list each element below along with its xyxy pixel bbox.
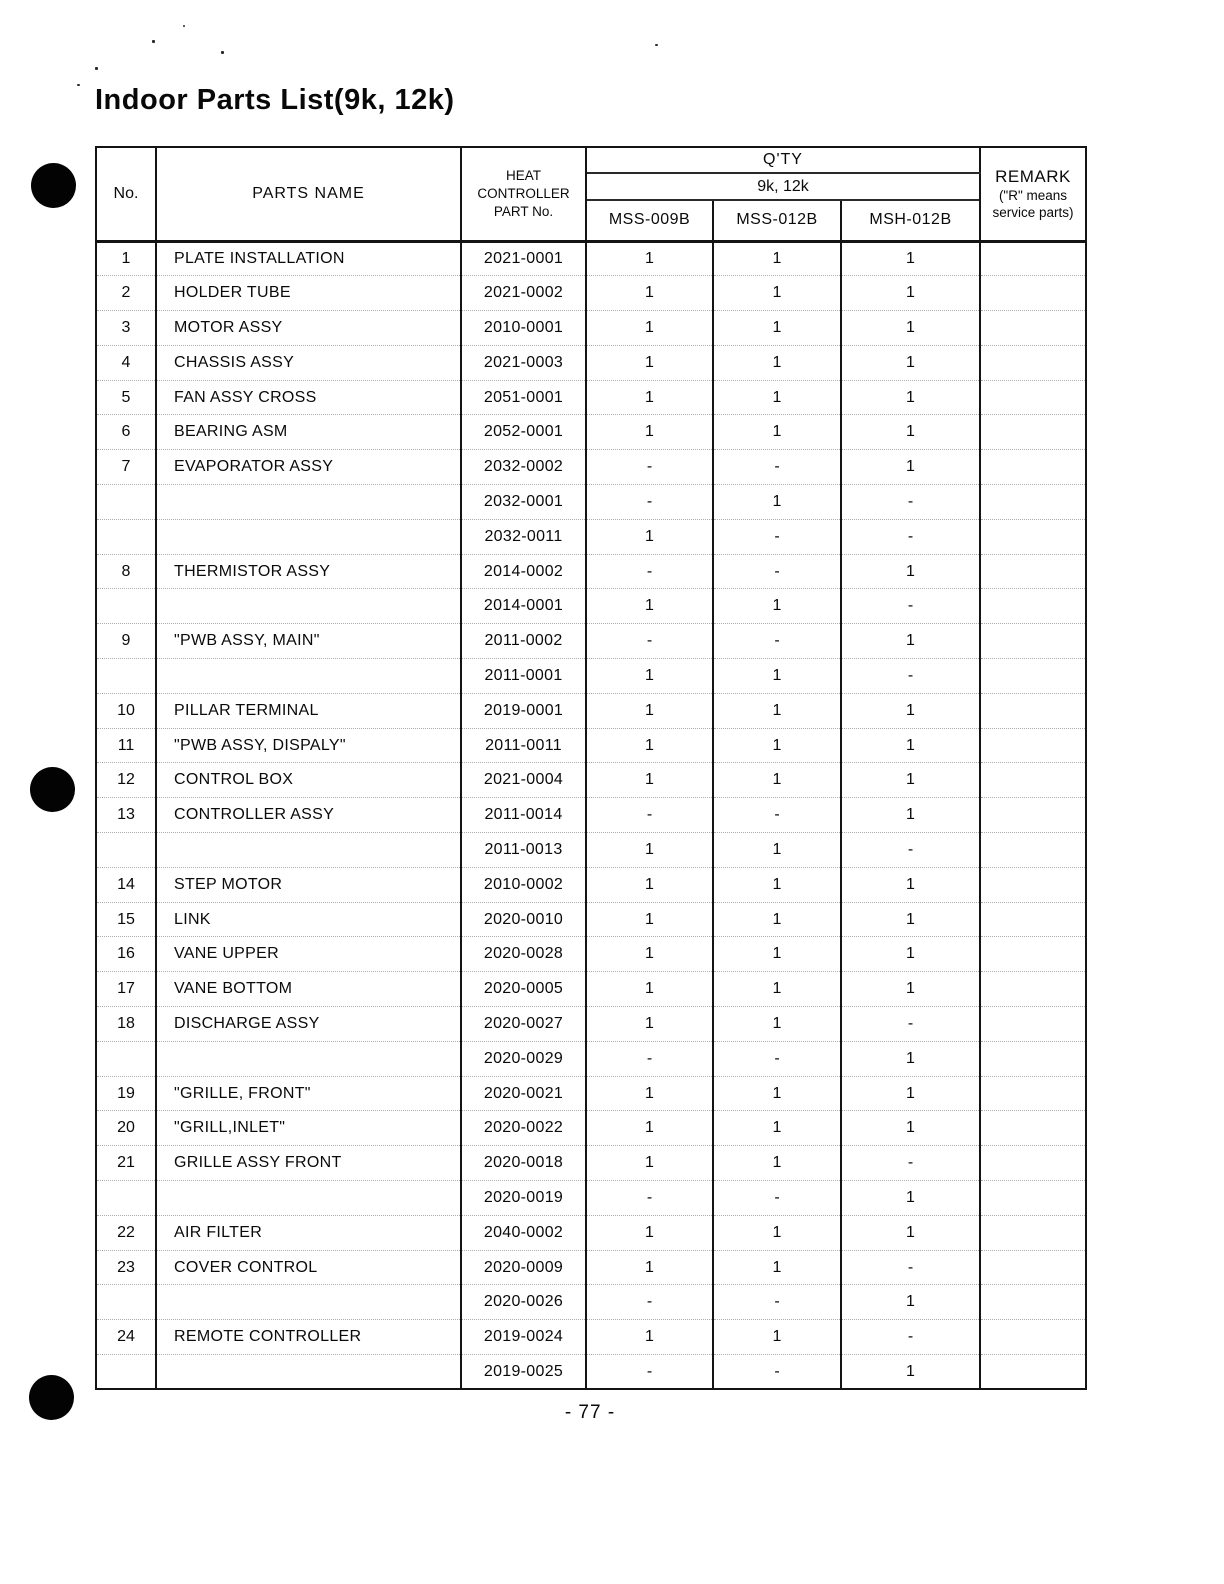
table-row xyxy=(96,276,1086,311)
table-row xyxy=(96,1007,1086,1042)
table-row xyxy=(96,1215,1086,1250)
row-qty-mss012b: 1 xyxy=(713,693,841,728)
row-part-no: 2020-0019 xyxy=(461,1181,586,1216)
row-parts-name: REMOTE CONTROLLER xyxy=(156,1320,461,1355)
row-remark xyxy=(980,1355,1086,1390)
row-part-no: 2011-0001 xyxy=(461,659,586,694)
row-qty-mss009b: 1 xyxy=(586,693,713,728)
row-no: 6 xyxy=(96,415,156,450)
row-part-no: 2014-0001 xyxy=(461,589,586,624)
row-qty-msh012b: 1 xyxy=(841,450,980,485)
col-header-mss009b: MSS-009B xyxy=(586,200,713,241)
row-no: 7 xyxy=(96,450,156,485)
row-qty-msh012b: 1 xyxy=(841,902,980,937)
remark-header-line3: service parts) xyxy=(992,204,1074,220)
row-qty-msh012b: 1 xyxy=(841,276,980,311)
table-row xyxy=(96,554,1086,589)
row-qty-msh012b: - xyxy=(841,659,980,694)
row-part-no: 2011-0013 xyxy=(461,833,586,868)
row-qty-mss012b: 1 xyxy=(713,345,841,380)
row-part-no: 2020-0005 xyxy=(461,972,586,1007)
table-row xyxy=(96,1146,1086,1181)
row-qty-msh012b: 1 xyxy=(841,380,980,415)
row-remark xyxy=(980,415,1086,450)
row-qty-msh012b: 1 xyxy=(841,1076,980,1111)
row-no: 12 xyxy=(96,763,156,798)
row-no: 3 xyxy=(96,311,156,346)
row-remark xyxy=(980,519,1086,554)
row-qty-mss012b: 1 xyxy=(713,380,841,415)
row-remark xyxy=(980,1215,1086,1250)
row-parts-name: "PWB ASSY, MAIN" xyxy=(156,624,461,659)
col-header-qty: Q'TY xyxy=(586,147,980,173)
row-remark xyxy=(980,798,1086,833)
row-no: 13 xyxy=(96,798,156,833)
row-qty-msh012b: 1 xyxy=(841,728,980,763)
row-qty-mss012b: 1 xyxy=(713,659,841,694)
row-qty-mss009b: 1 xyxy=(586,1076,713,1111)
table-row xyxy=(96,902,1086,937)
row-parts-name xyxy=(156,519,461,554)
table-row xyxy=(96,693,1086,728)
row-no: 8 xyxy=(96,554,156,589)
row-part-no: 2014-0002 xyxy=(461,554,586,589)
row-no: 24 xyxy=(96,1320,156,1355)
row-remark xyxy=(980,763,1086,798)
row-qty-mss009b: 1 xyxy=(586,1250,713,1285)
row-parts-name: EVAPORATOR ASSY xyxy=(156,450,461,485)
row-remark xyxy=(980,1250,1086,1285)
row-part-no: 2051-0001 xyxy=(461,380,586,415)
row-part-no: 2021-0001 xyxy=(461,241,586,276)
row-qty-mss009b: 1 xyxy=(586,763,713,798)
scan-speck xyxy=(183,25,185,27)
row-part-no: 2020-0009 xyxy=(461,1250,586,1285)
table-row xyxy=(96,241,1086,276)
row-qty-mss009b: 1 xyxy=(586,380,713,415)
row-remark xyxy=(980,659,1086,694)
row-qty-mss012b: - xyxy=(713,1355,841,1390)
row-part-no: 2021-0002 xyxy=(461,276,586,311)
table-row xyxy=(96,1181,1086,1216)
scan-speck xyxy=(95,67,98,70)
row-no: 2 xyxy=(96,276,156,311)
row-qty-msh012b: 1 xyxy=(841,1041,980,1076)
scan-speck xyxy=(77,84,80,86)
parts-table xyxy=(95,146,1087,1390)
table-row xyxy=(96,624,1086,659)
row-remark xyxy=(980,276,1086,311)
col-header-mss012b: MSS-012B xyxy=(713,200,841,241)
row-no: 10 xyxy=(96,693,156,728)
row-qty-msh012b: 1 xyxy=(841,311,980,346)
table-row xyxy=(96,833,1086,868)
row-qty-mss009b: - xyxy=(586,1355,713,1390)
row-no: 23 xyxy=(96,1250,156,1285)
row-part-no: 2011-0002 xyxy=(461,624,586,659)
row-part-no: 2021-0004 xyxy=(461,763,586,798)
row-qty-msh012b: 1 xyxy=(841,972,980,1007)
col-header-part-no: HEAT CONTROLLER PART No. xyxy=(461,147,586,241)
row-qty-mss012b: - xyxy=(713,519,841,554)
table-row xyxy=(96,1355,1086,1390)
row-qty-msh012b: 1 xyxy=(841,1285,980,1320)
row-part-no: 2019-0024 xyxy=(461,1320,586,1355)
punch-hole-middle xyxy=(30,767,75,812)
row-remark xyxy=(980,728,1086,763)
table-row xyxy=(96,1250,1086,1285)
row-qty-msh012b: 1 xyxy=(841,1215,980,1250)
page-title: Indoor Parts List(9k, 12k) xyxy=(95,84,455,116)
row-qty-mss012b: 1 xyxy=(713,485,841,520)
row-part-no: 2040-0002 xyxy=(461,1215,586,1250)
table-header xyxy=(96,147,1086,241)
row-no xyxy=(96,1285,156,1320)
table-row xyxy=(96,450,1086,485)
row-remark xyxy=(980,1076,1086,1111)
row-qty-msh012b: - xyxy=(841,485,980,520)
table-row xyxy=(96,1076,1086,1111)
row-remark xyxy=(980,450,1086,485)
table-row xyxy=(96,345,1086,380)
row-qty-mss012b: 1 xyxy=(713,972,841,1007)
row-part-no: 2020-0010 xyxy=(461,902,586,937)
col-header-no: No. xyxy=(96,147,156,241)
row-parts-name xyxy=(156,1285,461,1320)
row-qty-msh012b: 1 xyxy=(841,241,980,276)
row-qty-msh012b: 1 xyxy=(841,798,980,833)
row-parts-name xyxy=(156,485,461,520)
row-qty-msh012b: - xyxy=(841,519,980,554)
row-part-no: 2032-0002 xyxy=(461,450,586,485)
table-row xyxy=(96,659,1086,694)
row-qty-mss009b: - xyxy=(586,798,713,833)
table-row xyxy=(96,380,1086,415)
row-remark xyxy=(980,624,1086,659)
table-row xyxy=(96,1111,1086,1146)
row-no xyxy=(96,1355,156,1390)
row-remark xyxy=(980,937,1086,972)
row-qty-msh012b: 1 xyxy=(841,1355,980,1390)
row-qty-mss009b: 1 xyxy=(586,311,713,346)
row-qty-mss009b: - xyxy=(586,1181,713,1216)
row-part-no: 2019-0001 xyxy=(461,693,586,728)
row-qty-msh012b: 1 xyxy=(841,415,980,450)
row-parts-name xyxy=(156,1041,461,1076)
row-qty-msh012b: 1 xyxy=(841,693,980,728)
row-parts-name xyxy=(156,1355,461,1390)
row-qty-mss009b: 1 xyxy=(586,833,713,868)
punch-hole-bottom xyxy=(29,1375,74,1420)
table-row xyxy=(96,311,1086,346)
row-no: 17 xyxy=(96,972,156,1007)
scan-speck xyxy=(221,51,224,54)
row-qty-mss012b: 1 xyxy=(713,1146,841,1181)
row-qty-mss009b: 1 xyxy=(586,241,713,276)
table-row xyxy=(96,519,1086,554)
row-qty-mss009b: 1 xyxy=(586,589,713,624)
row-qty-mss012b: 1 xyxy=(713,589,841,624)
row-qty-mss009b: 1 xyxy=(586,345,713,380)
row-part-no: 2010-0002 xyxy=(461,867,586,902)
row-part-no: 2011-0014 xyxy=(461,798,586,833)
row-remark xyxy=(980,554,1086,589)
table-row xyxy=(96,589,1086,624)
row-qty-msh012b: 1 xyxy=(841,763,980,798)
table-row xyxy=(96,1041,1086,1076)
row-parts-name: PLATE INSTALLATION xyxy=(156,241,461,276)
col-header-remark xyxy=(980,147,1086,241)
row-parts-name xyxy=(156,833,461,868)
row-no: 18 xyxy=(96,1007,156,1042)
row-qty-mss012b: 1 xyxy=(713,833,841,868)
row-parts-name xyxy=(156,1181,461,1216)
row-qty-mss009b: 1 xyxy=(586,937,713,972)
row-no: 22 xyxy=(96,1215,156,1250)
row-remark xyxy=(980,1146,1086,1181)
remark-header-line2: ("R" means xyxy=(998,188,1068,203)
row-remark xyxy=(980,1111,1086,1146)
row-remark xyxy=(980,241,1086,276)
row-qty-mss012b: 1 xyxy=(713,415,841,450)
col-header-capacity: 9k, 12k xyxy=(586,173,980,200)
row-qty-msh012b: 1 xyxy=(841,624,980,659)
table-row xyxy=(96,485,1086,520)
row-part-no: 2032-0001 xyxy=(461,485,586,520)
row-qty-mss012b: - xyxy=(713,1181,841,1216)
row-qty-mss009b: 1 xyxy=(586,415,713,450)
row-qty-mss012b: 1 xyxy=(713,902,841,937)
row-part-no: 2020-0022 xyxy=(461,1111,586,1146)
row-qty-mss009b: 1 xyxy=(586,867,713,902)
row-qty-mss009b: - xyxy=(586,554,713,589)
row-parts-name: "GRILLE, FRONT" xyxy=(156,1076,461,1111)
table-row xyxy=(96,937,1086,972)
row-qty-mss009b: - xyxy=(586,624,713,659)
table-row xyxy=(96,1285,1086,1320)
row-parts-name: THERMISTOR ASSY xyxy=(156,554,461,589)
row-parts-name: CHASSIS ASSY xyxy=(156,345,461,380)
row-remark xyxy=(980,902,1086,937)
row-no: 1 xyxy=(96,241,156,276)
row-remark xyxy=(980,867,1086,902)
row-part-no: 2020-0028 xyxy=(461,937,586,972)
row-parts-name: FAN ASSY CROSS xyxy=(156,380,461,415)
row-no xyxy=(96,1181,156,1216)
row-part-no: 2032-0011 xyxy=(461,519,586,554)
row-qty-mss012b: 1 xyxy=(713,937,841,972)
table-row xyxy=(96,763,1086,798)
col-header-msh012b: MSH-012B xyxy=(841,200,980,241)
row-parts-name: AIR FILTER xyxy=(156,1215,461,1250)
row-qty-msh012b: 1 xyxy=(841,937,980,972)
row-remark xyxy=(980,485,1086,520)
row-no xyxy=(96,833,156,868)
row-qty-mss012b: 1 xyxy=(713,1250,841,1285)
row-parts-name: STEP MOTOR xyxy=(156,867,461,902)
row-remark xyxy=(980,833,1086,868)
row-parts-name: HOLDER TUBE xyxy=(156,276,461,311)
row-qty-mss012b: 1 xyxy=(713,241,841,276)
row-qty-mss009b: 1 xyxy=(586,902,713,937)
row-remark xyxy=(980,972,1086,1007)
row-qty-mss012b: 1 xyxy=(713,1007,841,1042)
row-qty-mss012b: 1 xyxy=(713,1111,841,1146)
row-remark xyxy=(980,589,1086,624)
row-qty-mss012b: 1 xyxy=(713,1320,841,1355)
parts-table-body xyxy=(96,241,1086,1389)
row-part-no: 2020-0029 xyxy=(461,1041,586,1076)
row-qty-msh012b: 1 xyxy=(841,867,980,902)
row-qty-mss012b: 1 xyxy=(713,867,841,902)
row-part-no: 2020-0018 xyxy=(461,1146,586,1181)
row-qty-mss009b: 1 xyxy=(586,728,713,763)
row-qty-mss009b: 1 xyxy=(586,519,713,554)
row-qty-mss012b: - xyxy=(713,1285,841,1320)
row-parts-name: CONTROL BOX xyxy=(156,763,461,798)
row-part-no: 2020-0027 xyxy=(461,1007,586,1042)
remark-header-line1: REMARK xyxy=(995,166,1071,186)
row-part-no: 2021-0003 xyxy=(461,345,586,380)
row-qty-mss012b: - xyxy=(713,798,841,833)
col-header-parts-name: PARTS NAME xyxy=(156,147,461,241)
row-qty-msh012b: - xyxy=(841,833,980,868)
row-qty-mss009b: 1 xyxy=(586,1215,713,1250)
row-qty-msh012b: 1 xyxy=(841,554,980,589)
row-qty-mss009b: 1 xyxy=(586,972,713,1007)
row-no: 21 xyxy=(96,1146,156,1181)
row-remark xyxy=(980,1320,1086,1355)
row-parts-name: "PWB ASSY, DISPALY" xyxy=(156,728,461,763)
row-qty-mss012b: 1 xyxy=(713,311,841,346)
table-row xyxy=(96,415,1086,450)
row-remark xyxy=(980,1285,1086,1320)
row-qty-mss012b: - xyxy=(713,624,841,659)
row-qty-mss012b: 1 xyxy=(713,728,841,763)
table-row xyxy=(96,972,1086,1007)
row-qty-mss012b: 1 xyxy=(713,763,841,798)
row-parts-name: CONTROLLER ASSY xyxy=(156,798,461,833)
row-qty-mss009b: 1 xyxy=(586,276,713,311)
row-qty-mss009b: 1 xyxy=(586,659,713,694)
row-part-no: 2052-0001 xyxy=(461,415,586,450)
row-no: 20 xyxy=(96,1111,156,1146)
row-qty-msh012b: - xyxy=(841,1250,980,1285)
row-qty-mss012b: 1 xyxy=(713,1215,841,1250)
row-qty-mss009b: 1 xyxy=(586,1146,713,1181)
table-row xyxy=(96,798,1086,833)
row-part-no: 2010-0001 xyxy=(461,311,586,346)
row-parts-name: BEARING ASM xyxy=(156,415,461,450)
table-row xyxy=(96,1320,1086,1355)
row-no xyxy=(96,519,156,554)
row-qty-mss009b: 1 xyxy=(586,1320,713,1355)
row-part-no: 2019-0025 xyxy=(461,1355,586,1390)
row-qty-mss012b: - xyxy=(713,450,841,485)
row-parts-name: MOTOR ASSY xyxy=(156,311,461,346)
row-parts-name: VANE BOTTOM xyxy=(156,972,461,1007)
row-qty-msh012b: - xyxy=(841,1146,980,1181)
row-qty-msh012b: 1 xyxy=(841,1181,980,1216)
row-parts-name: LINK xyxy=(156,902,461,937)
row-qty-mss012b: - xyxy=(713,1041,841,1076)
row-qty-mss009b: 1 xyxy=(586,1111,713,1146)
row-qty-msh012b: 1 xyxy=(841,345,980,380)
row-remark xyxy=(980,1181,1086,1216)
row-no: 9 xyxy=(96,624,156,659)
row-qty-msh012b: - xyxy=(841,1007,980,1042)
row-qty-msh012b: 1 xyxy=(841,1111,980,1146)
row-parts-name: DISCHARGE ASSY xyxy=(156,1007,461,1042)
row-no: 15 xyxy=(96,902,156,937)
row-remark xyxy=(980,345,1086,380)
table-row xyxy=(96,728,1086,763)
row-no: 5 xyxy=(96,380,156,415)
row-remark xyxy=(980,693,1086,728)
row-parts-name: VANE UPPER xyxy=(156,937,461,972)
row-no: 19 xyxy=(96,1076,156,1111)
table-row xyxy=(96,867,1086,902)
scan-speck xyxy=(655,44,658,46)
row-remark xyxy=(980,311,1086,346)
row-remark xyxy=(980,1007,1086,1042)
row-no xyxy=(96,1041,156,1076)
row-no: 14 xyxy=(96,867,156,902)
scan-speck xyxy=(152,40,155,43)
row-qty-msh012b: - xyxy=(841,1320,980,1355)
row-qty-msh012b: - xyxy=(841,589,980,624)
row-part-no: 2011-0011 xyxy=(461,728,586,763)
row-qty-mss012b: - xyxy=(713,554,841,589)
row-part-no: 2020-0021 xyxy=(461,1076,586,1111)
row-qty-mss009b: 1 xyxy=(586,1007,713,1042)
row-part-no: 2020-0026 xyxy=(461,1285,586,1320)
row-parts-name: GRILLE ASSY FRONT xyxy=(156,1146,461,1181)
page-number: - 77 - xyxy=(564,1402,616,1423)
row-no: 11 xyxy=(96,728,156,763)
row-qty-mss009b: - xyxy=(586,485,713,520)
punch-hole-top xyxy=(31,163,76,208)
row-no: 16 xyxy=(96,937,156,972)
row-remark xyxy=(980,1041,1086,1076)
row-qty-mss012b: 1 xyxy=(713,1076,841,1111)
row-parts-name: COVER CONTROL xyxy=(156,1250,461,1285)
row-parts-name: PILLAR TERMINAL xyxy=(156,693,461,728)
row-no xyxy=(96,485,156,520)
row-no xyxy=(96,659,156,694)
row-parts-name xyxy=(156,589,461,624)
row-qty-mss009b: - xyxy=(586,1285,713,1320)
row-remark xyxy=(980,380,1086,415)
row-qty-mss009b: - xyxy=(586,450,713,485)
row-parts-name xyxy=(156,659,461,694)
row-no xyxy=(96,589,156,624)
row-parts-name: "GRILL,INLET" xyxy=(156,1111,461,1146)
row-qty-mss009b: - xyxy=(586,1041,713,1076)
row-no: 4 xyxy=(96,345,156,380)
row-qty-mss012b: 1 xyxy=(713,276,841,311)
